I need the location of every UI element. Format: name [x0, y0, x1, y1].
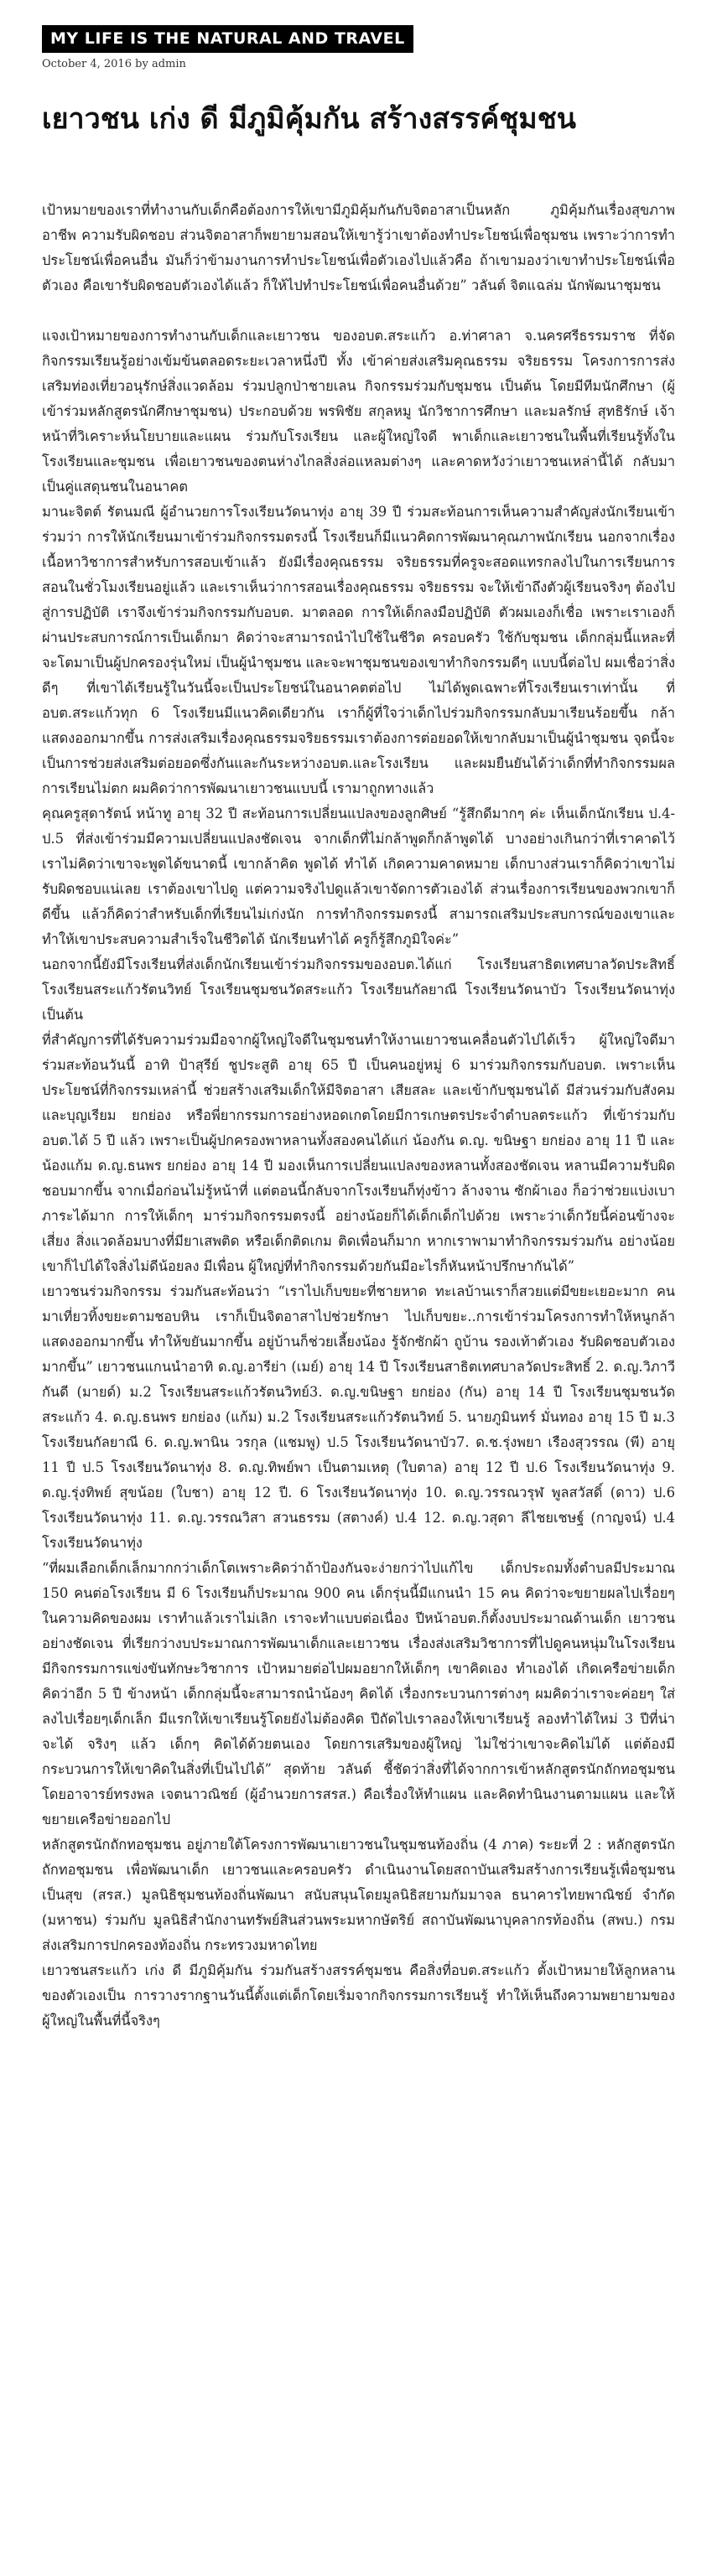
by-label: by: [135, 57, 148, 70]
post-title: เยาวชน เก่ง ดี มีภูมิคุ้มกัน สร้างสรรค์ชุมชน: [42, 101, 577, 136]
author-link[interactable]: admin: [151, 57, 186, 70]
paragraph: แจงเป้าหมายของการทำงานกับเด็กและเยาวชน ของอบต.สระแก้ว อ.ท่าศาลา จ.นครศรีธรรมราช ที่จัดกิจกรรมเรียนรู้อย่างเข้มข้นตลอดระยะเวลาหนึ่งปี ทั้ง เข้าค่ายส่งเสริมคุณธรรม จริยธรรม โครงการการส่งเสริมท่องเที่ยวอนุรักษ์สิ่งแวดล้อม ร่วมปลูกป่าชายเลน กิจกรรมร่วมกับชุมชน เป็นต้น โดยมีทีมนักศึกษา (ผู้เข้าร่วมหลักสูตรนักศึกษาชุมชน) ประกอบด้วย พรพิชัย สกุลหมู นักวิชาการศึกษา และมลรักษ์ สุทธิรักษ์ เจ้าหน้าที่วิเคราะห์นโยบายและแผน ร่วมกับโรงเรียน และผู้ใหญ่ใจดี พาเด็กและเยาวชนในพื้นที่เรียนรู้ทั้งในโรงเรียนและชุมชน เพื่อเยาวชนของตนห่างไกลสิ่งล่อแหลมต่างๆ และคาดหวังว่าเยาวชนเหล่านี้ได้ กลับมาเป็นคู่แสดุนชนในอนาคต: [42, 327, 675, 495]
post-content: [42, 198, 675, 2034]
paragraph: เยาวชนสระแก้ว เก่ง ดี มีภูมิคุ้มกัน ร่วมกันสร้างสรรค์ชุมชน คือสิ่งที่อบต.สระแก้ว ตั้งเป้าหมายให้ลูกหลานของตัวเองเป็น การวางรากฐานวันนี้ตั้งแต่เด็กโดยเริ่มจากกิจกรรมการเรียนรู้ ทำให้เห็นถึงความพยายามของผู้ใหญ่ในพื้นที่นี้จริงๆ: [42, 1962, 675, 2029]
paragraph: หลักสูตรนักถักทอชุมชน อยู่ภายใต้โครงการพัฒนาเยาวชนในชุมชนท้องถิ่น (4 ภาค) ระยะที่ 2 : หลักสูตรนักถักทอชุมชน เพื่อพัฒนาเด็ก เยาวชนและครอบครัว ดำเนินงานโดยสถาบันเสริมสร้างการเรียนรู้เพื่อชุมชนเป็นสุข (สรส.) มูลนิธิชุมชนท้องถิ่นพัฒนา สนับสนุนโดยมูลนิธิสยามกัมมาจล ธนาคารไทยพาณิชย์ จำกัด (มหาชน) ร่วมกับ มูลนิธิสำนักงานทรัพย์สินส่วนพระมหากษัตริย์ สถาบันพัฒนาบุคลากรท้องถิ่น (สพบ.) กรมส่งเสริมการปกครองท้องถิ่น กระทรวงมหาดไทย: [42, 1836, 675, 1953]
paragraph: คุณครูสุดารัตน์ หน้าทู อายุ 32 ปี สะท้อนการเปลี่ยนแปลงของลูกศิษย์ “รู้สึกดีมากๆ ค่ะ เห็นเด็กนักเรียน ป.4- ป.5 ที่ส่งเข้าร่วมมีความเปลี่ยนแปลงชัดเจน จากเด็กที่ไม่กล้าพูดก็กล้าพูดได้ บางอย่างเกินกว่าที่เราคาดไว้ เราไม่คิดว่าเขาจะพูดได้ขนาดนี้ เขากล้าคิด พูดได้ ทำได้ เกิดความคาดหมาย เด็กบางส่วนเราก็คิดว่าเขาไม่รับผิดชอบแน่เลย เราต้องเขาไปดู แต่ความจริงไปดูแล้วเขาจัดการตัวเองได้ ส่วนเรื่องการเรียนของพวกเขาก็ดีขึ้น แล้วก็คิดว่าสำหรับเด็กที่เรียนไม่เก่งนัก การทำกิจกรรมตรงนี้ สามารถเสริมประสบการณ์ของเขาและทำให้เขาประสบความสำเร็จในชีวิตได้ นักเรียนทำได้ ครูก็รู้สึกภูมิใจค่ะ”: [42, 805, 675, 947]
paragraph: เยาวชนร่วมกิจกรรม ร่วมกันสะท้อนว่า “เราไปเก็บขยะที่ชายหาด ทะเลบ้านเราก็สวยแต่มีขยะเยอะมาก คนมาเที่ยวทิ้งขยะตามชอบหิน เราก็เป็นจิตอาสาไปช่วยรักษา ไปเก็บขยะ..การเข้าร่วมโครงการทำให้หนูกล้าแสดงออกมากขึ้น ทำให้ขยันมากขึ้น อยู่บ้านก็ช่วยเลี้ยงน้อง รู้จักซักผ้า ถูบ้าน รองเท้าตัวเอง รับผิดชอบตัวเองมากขึ้น” เยาวชนแกนนำอาทิ ด.ญ.อารีย่า (เมย์) อายุ 14 ปี โรงเรียนสาธิตเทศบาลวัดประสิทธิ์ 2. ด.ญ.วิภาวี กันดี (มายด์) ม.2 โรงเรียนสระแก้วรัตนวิทย์3. ด.ญ.ขนิษฐา ยกย่อง (กัน) อายุ 14 ปี โรงเรียนชุมชนวัดสระแก้ว 4. ด.ญ.ธนพร ยกย่อง (แก้ม) ม.2 โรงเรียนสระแก้วรัตนวิทย์ 5. นายภูมินทร์ มั่นทอง อายุ 15 ปี ม.3 โรงเรียนกัลยาณี 6. ด.ญ.พานิน วรกุล (แชมพู) ป.5 โรงเรียนวัดนาบัว7. ด.ช.รุ่งพยา เรืองสุวรรณ (พี) อายุ 11 ปี ป.5 โรงเรียนวัดนาทุ่ง 8. ด.ญ.ทิพย์พา เป็นตามเหตุ (ใบตาล) อายุ 12 ปี ป.6 โรงเรียนวัดนาทุ่ง 9. ด.ญ.รุ่งทิพย์ สุขน้อย (ใบชา) อายุ 12 ปี. 6 โรงเรียนวัดนาทุ่ง 10. ด.ญ.วรรณวรุฬ พูลสวัสดิ์ (ดาว) ป.6 โรงเรียนวัดนาทุ่ง 11. ด.ญ.วรรณวิสา สวนธรรม (สตางค์) ป.4 12. ด.ญ.วสุดา ลีไชยเชษฐ์ (กาญจน์) ป.4 โรงเรียนวัดนาทุ่ง: [42, 1283, 675, 1551]
paragraph: นอกจากนี้ยังมีโรงเรียนที่ส่งเด็กนักเรียนเข้าร่วมกิจกรรมของอบต.ได้แก่ โรงเรียนสาธิตเทศบาลวัดประสิทธิ์ โรงเรียนสระแก้วรัตนวิทย์ โรงเรียนชุมชนวัดสระแก้ว โรงเรียนกัลยาณี โรงเรียนวัดนาบัว โรงเรียนวัดนาทุ่ง เป็นต้น: [42, 956, 675, 1023]
paragraph: มานะจิตต์ รัตนมณี ผู้อำนวยการโรงเรียนวัดนาทุ่ง อายุ 39 ปี ร่วมสะท้อนการเห็นความสำคัญส่งนักเรียนเข้าร่วมว่า การให้นักเรียนมาเข้าร่วมกิจกรรมตรงนี้ โรงเรียนก็มีแนวคิดการพัฒนาคุณภาพนักเรียน นอกจากเรื่องเนื้อหาวิชาการสำหรับการสอบเข้าแล้ว ยังมีเรื่องคุณธรรม จริยธรรมที่ครูจะสอดแทรกลงไปในการเรียนการสอนในชั่วโมงเรียนอยู่แล้ว และเราเห็นว่าการสอนเรื่องคุณธรรม จริยธรรม จะให้เข้าถึงตัวผู้เรียนจริงๆ ต้องไปสู่การปฏิบัติ เราจึงเข้าร่วมกิจกรรมกับอบต. มาตลอด การให้เด็กลงมือปฏิบัติ ตัวผมเองก็เชื่อ เพราะเราเองก็ผ่านประสบการณ์การเป็นเด็กมา คิดว่าจะสามารถนำไปใช้ในชีวิต ครอบครัว ใช้กับชุมชน เด็กกลุ่มนี้แหละที่จะโตมาเป็นผู้ปกครองรุ่นใหม่ เป็นผู้นำชุมชน และจะพาชุมชนของเขาทำกิจกรรมดีๆ แบบนี้ต่อไป ผมเชื่อว่าสิ่งดีๆ ที่เขาได้เรียนรู้ในวันนี้จะเป็นประโยชน์ในอนาคตต่อไป ไม่ได้พูดเฉพาะที่โรงเรียนเราเท่านั้น ที่อบต.สระแก้วทุก 6 โรงเรียนมีแนวคิดเดียวกัน เราก็ผู้ที่ใจว่าเด็กไปร่วมกิจกรรมกลับมาเรียนร้อยขึ้น กล้าแสดงออกมากขึ้น การส่งเสริมเรื่องคุณธรรมจริยธรรมเราต้องการต่อยอดให้เขากลับมาเป็นผู้นำชุมชน จุดนี้จะเป็นการช่วยส่งเสริมต่อยอดซึ่งกันและกันระหว่างอบต.และโรงเรียน และผมยืนยันได้ว่าเด็กที่ทำกิจกรรมผลการเรียนไม่ตก ผมคิดว่าการพัฒนาเยาวชนแบบนี้ เรามาถูกทางแล้ว: [42, 503, 675, 796]
site-title[interactable]: MY LIFE IS THE NATURAL AND TRAVEL: [42, 25, 413, 53]
paragraph-gap: [42, 298, 675, 324]
post-meta: [42, 58, 675, 70]
paragraph: ที่สำคัญการที่ได้รับความร่วมมือจากผู้ใหญ่ใจดีในชุมชนทำให้งานเยาวชนเคลื่อนตัวไปได้เร็ว ผู้ใหญ่ใจดีมาร่วมสะท้อนวันนี้ อาทิ ป้าสุรีย์ ชูประสูติ อายุ 65 ปี เป็นคนอยู่หมู่ 6 มาร่วมกิจกรรมกับอบต. เพราะเห็นประโยชน์ที่กิจกรรมเหล่านี้ ช่วยสร้างเสริมเด็กให้มีจิตอาสา เสียสละ และเข้ากับชุมชนได้ มีส่วนร่วมกับสังคม และบุญเรียม ยกย่อง หรือพี่ยากรรมการอย่างหอดเกตโดยมีการเกษตรประจำตำบลตระแก้ว ที่เข้าร่วมกับอบต.ได้ 5 ปี แล้ว เพราะเป็นผู้ปกครองพาหลานทั้งสองคนได้แก่ น้องกัน ด.ญ. ขนิษฐา ยกย่อง อายุ 11 ปี และน้องแก้ม ด.ญ.ธนพร ยกย่อง อายุ 14 ปี มองเห็นการเปลี่ยนแปลงของหลานทั้งสองชัดเจน หลานมีความรับผิดชอบมากขึ้น จากเมื่อก่อนไม่รู้หน้าที่ แต่ตอนนี้กลับจากโรงเรียนก็ทุ่งข้าว ล้างจาน ซักผ้าเอง ก็อว่าช่วยแบ่งเบาภาระได้มาก การให้เด็กๆ มาร่วมกิจกรรมตรงนี้ อย่างน้อยก็ได้เด็กเด็กไปด้วย เพราะว่าเด็กวัยนี้ค่อนข้างจะเสี่ยง สิ่งแวดล้อมบางที่มียาเสพติด หรือเด็กติดเกม ติดเพื่อนก็มาก หากเราพามาทำกิจกรรมร่วมกัน อย่างน้อยเขาก็ไปได้ใจสิ่งไม่ดีน้อยลง มีเพื่อน ผู้ใหญ่ที่ทำกิจกรรมด้วยกันมีอะไรก็หันหน้าปรึกษากันได้”: [42, 1031, 675, 1274]
post-date-link[interactable]: October 4, 2016: [42, 57, 132, 70]
paragraph: เป้าหมายของเราที่ทำงานกับเด็กคือต้องการให้เขามีภูมิคุ้มกันกับจิตอาสาเป็นหลัก ภูมิคุ้มกันเรื่องสุขภาพ อาชีพ ความรับผิดชอบ ส่วนจิตอาสาก็พยายามสอนให้เขารู้ว่าเขาต้องทำประโยชน์เพื่อชุมชน เพราะว่าการทำประโยชน์เพื่อคนอื่น มันก็ว่าข้ามงานการทำประโยชน์เพื่อตัวเองไปแล้วคือ ถ้าเขามองว่าเขาทำประโยชน์เพื่อตัวเอง คือเขารับผิดชอบตัวเองได้แล้ว ก็ให้ไปทำประโยชน์เพื่อคนอื่นด้วย” วลันต์ จิตแฉล่ม นักพัฒนาชุมชน: [42, 201, 675, 293]
paragraph: “ที่ผมเลือกเด็กเล็กมากกว่าเด็กโตเพราะคิดว่าถ้าป้องกันจะง่ายกว่าไปแก้ไข เด็กประถมทั้งตำบลมีประมาณ 150 คนต่อโรงเรียน มี 6 โรงเรียนก็ประมาณ 900 คน เด็กรุ่นนี้มีแกนนำ 15 คน คิดว่าจะขยายผลไปเรื่อยๆ ในความคิดของผม เราทำแล้วเราไม่เลิก เราจะทำแบบต่อเนื่อง ปีหน้าอบต.ก็ตั้งงบประมาณด้านเด็ก เยาวชนอย่างชัดเจน ที่เรียกว่างบประมาณการพัฒนาเด็กและเยาวชน เรื่องส่งเสริมวิชาการที่ไปดูคนหนุ่มในโรงเรียน มีกิจกรรมการแข่งขันทักษะวิชาการ เป้าหมายต่อไปผมอยากให้เด็กๆ เขาคิดเอง ทำเองได้ เกิดเครือข่ายเด็ก คิดว่าอีก 5 ปี ข้างหน้า เด็กกลุ่มนี้จะสามารถนำน้องๆ คิดได้ เรื่องกระบวนการต่างๆ ผมคิดว่าเราจะค่อยๆ ใส่ลงไปเรื่อยๆเด็กเล็ก มีแรกให้เขาเรียนรู้โดยยังไม่ต้องคิด ปีถัดไปเราลองให้เขาเรียนรู้ ลองทำได้ใหม่ 3 ปีที่น่าจะได้ จริงๆ แล้ว เด็กๆ คิดได้ด้วยตนเอง โดยการเสริมของผู้ใหญ่ ไม่ใช่ว่าเขาจะคิดไม่ได้ แต่ต้องมีกระบวนการให้เขาคิดในสิ่งที่เป็นไปได้” สุดท้าย วลันต์ ชี้ชัดว่าสิ่งที่ได้จากการเข้าหลักสูตรนักถักทอชุมชน โดยอาจารย์ทรงพล เจตนาวณิชย์ (ผู้อำนวยการสรส.) คือเรื่องให้ทำแผน และคิดทำนินงานตามแผน และให้ขยายเครือข่ายออกไป: [42, 1559, 675, 1827]
